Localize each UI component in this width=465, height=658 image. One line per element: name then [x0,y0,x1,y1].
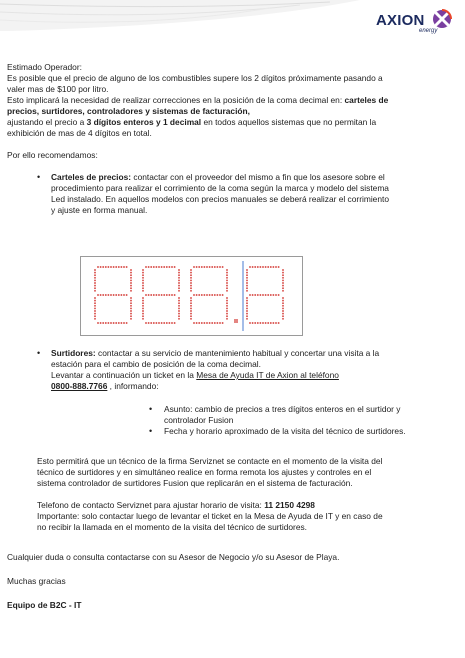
intro-p2-line4: exhibición de mas de 4 dígitos en total. [7,128,152,138]
intro-p2-line1 [7,95,388,106]
serviznet-p1-line1: Esto permitirá que un técnico de la firma Serviznet se contacte en el momento de la visita del [37,456,383,466]
intro-p1-line2: valer mas de $100 por litro. [7,84,109,94]
bullet-icon: • [37,348,41,358]
surtidores-line2: estación para el cambio de posición de la coma decimal. [51,359,261,369]
carteles-line2: procedimiento para realizar el corrimiento de la coma según la marca y modelo del sistema [51,183,389,193]
logo-text: AXION [376,12,425,29]
axion-x-icon [432,9,452,29]
serviznet-phone: 11 2150 4298 [264,500,315,510]
carteles-line4: y ajuste en forma manual. [51,205,148,215]
greeting: Estimado Operador: [7,62,82,72]
sub-bullet-1-line2: controlador Fusion [164,415,234,425]
sub-bullet-2-line1: Fecha y horario aproximado de la visita del técnico de surtidores. [164,426,406,436]
surtidores-line1 [51,348,379,359]
intro-p1-line1: Es posible que el precio de alguno de los combustibles supere los 2 dígitos próximamente pasando a [7,73,383,83]
logo-subtext: energy [419,28,438,34]
carteles-line1-text: contactar con el proveedor del mismo a fin que los asesore sobre el [131,172,385,182]
important-line1: Importante: solo contactar luego de levantar el ticket en la Mesa de Ayuda de IT y en caso de [37,511,383,521]
bullet-icon: • [149,404,153,414]
thanks: Muchas gracias [7,576,66,586]
surtidores-line1-text: contactar a su servicio de mantenimiento habitual y concertar una visita a la [95,348,380,358]
intro-p2-text: Esto implicará la necesidad de realizar correcciones en la posición de la coma decimal en: [7,95,345,105]
led-price-display-image [80,256,303,336]
carteles-line3: Led instalado. En aquellos modelos con precios manuales se deberá realizar el corrimiento [51,194,389,204]
bullet-icon: • [149,426,153,436]
axion-logo [376,6,462,42]
intro-p2-line3-text: ajustando el precio a [7,117,87,127]
carteles-label: Carteles de precios: [51,172,132,182]
bullet-icon: • [37,172,41,182]
serviznet-p1-line3: sistema controlador de surtidores Fusion que replicarán en el sistema de facturación. [37,478,353,488]
recommend-heading: Por ello recomendamos: [7,150,98,160]
surtidores-line4-text: , informando: [107,381,159,391]
serviznet-phone-line [37,500,315,511]
led-digits [81,257,302,335]
intro-p2-line2: precios, surtidores, controladores y sistemas de facturación, [7,106,250,116]
contact-question: Cualquier duda o consulta contactarse con su Asesor de Negocio y/o su Asesor de Playa. [7,552,340,562]
surtidores-line3-text: Levantar a continuación un ticket en la [51,370,197,380]
intro-p2-line3-emphasis: 3 dígitos enteros y 1 decimal [86,117,202,127]
carteles-line1 [51,172,385,183]
sub-bullet-1-line1: Asunto: cambio de precios a tres dígitos enteros en el surtidor y [164,404,401,414]
intro-p2-line3 [7,117,376,128]
surtidores-line3 [51,370,339,381]
serviznet-phone-label: Telefono de contacto Serviznet para ajustar horario de visita: [37,500,265,510]
signature: Equipo de B2C - IT [7,600,82,610]
intro-p2-emphasis: carteles de [344,95,389,105]
mesa-de-ayuda-link[interactable]: Mesa de Ayuda IT de Axion al teléfono [196,370,339,380]
surtidores-line4 [51,381,159,392]
surtidores-label: Surtidores: [51,348,96,358]
important-line2: no recibir la llamada en el momento de la visita del técnico de surtidores. [37,522,307,532]
intro-p2-line3-rest: en todos aquellos sistemas que no permitan la [201,117,377,127]
serviznet-p1-line2: técnico de surtidores y en simultáneo realice en forma remota los ajustes y controles en el [37,467,372,477]
helpdesk-phone: 0800-888.7766 [51,381,108,391]
